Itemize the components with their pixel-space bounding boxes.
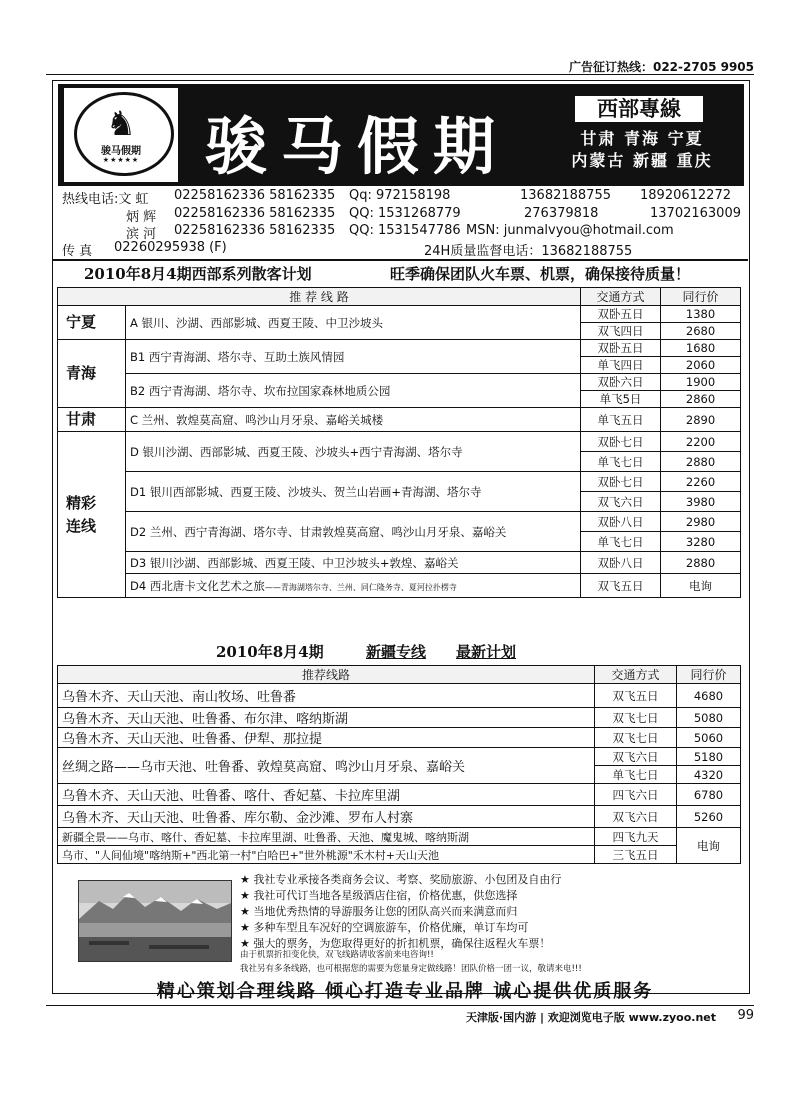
price: 5080 [677,708,741,728]
transport: 双飞七日 [595,728,677,748]
header-route: 推 荐 线 路 [58,288,581,306]
transport: 双飞四日 [581,323,661,340]
table-row [58,708,741,728]
page-number: 99 [737,1008,754,1023]
transport: 双飞五日 [595,684,677,708]
table-row [58,306,741,323]
xinjiang-title-prefix: 2010年8月4期 [216,643,324,661]
quality-hotline: 24H质量监督电话：13682188755 [424,244,633,259]
notes [240,948,582,976]
table-row [58,828,741,846]
note-text: 我社另有多条线路，也可根据您的需要为您量身定做线路！团队价格一团一议，敬请来电!!! [240,964,582,974]
table-header [58,288,741,306]
route-a: A 银川、沙湖、西部影城、西夏王陵、中卫沙坡头 [126,306,581,340]
transport: 双飞六日 [581,492,661,512]
price: 2200 [661,432,741,452]
price: 2890 [661,408,741,432]
fax-number: 02260295938 (F) [114,240,227,255]
price: 1900 [661,374,741,391]
table-row [58,846,741,864]
price: 1380 [661,306,741,323]
list-item [240,904,561,920]
line-name: 西部專線 [575,96,703,122]
transport: 双飞六日 [595,748,677,766]
table-row [58,748,741,766]
transport: 双卧八日 [581,512,661,532]
contact-mobile: 18920612272 [640,188,731,203]
note-text: 由于机票折扣变化快，双飞线路请收客前来电咨询!! [240,950,434,960]
transport: 三飞五日 [595,846,677,864]
route-d4-title: D4 西北唐卡文化艺术之旅 [130,578,265,593]
transport: 双卧七日 [581,432,661,452]
xj-route: 乌鲁木齐、天山天池、吐鲁番、喀什、香妃墓、卡拉库里湖 [58,784,595,806]
xj-route: 乌鲁木齐、天山天池、吐鲁番、伊犁、那拉提 [58,728,595,748]
route-b2: B2 西宁青海湖、塔尔寺、坎布拉国家森林地质公园 [126,374,581,408]
region-gansu: 甘肃 [58,408,126,432]
logo-stars: ★★★★★ [102,156,140,164]
price: 1680 [661,340,741,357]
star-icon: ★ [240,921,254,934]
list-item [240,920,561,936]
price: 2880 [661,452,741,472]
table-row [58,574,741,598]
brand-name: 骏马假期 [205,110,510,183]
top-divider [46,74,754,75]
contact-phones: 02258162336 58162335 [174,206,336,221]
table-row [58,784,741,806]
table-header [58,666,741,684]
table-row [58,408,741,432]
contact-label: 炳 辉 [126,210,157,225]
contact-label: 热线电话:文 虹 [62,192,149,207]
service-text: 我社专业承接各类商务会议、考察、奖励旅游、小包团及自由行 [253,873,562,886]
xinjiang-plan-table [57,665,741,864]
xj-route: 丝绸之路——乌市天池、吐鲁番、敦煌莫高窟、鸣沙山月牙泉、嘉峪关 [58,748,595,784]
price: 电询 [677,828,741,864]
price: 3980 [661,492,741,512]
xj-route: 乌市、"人间仙境"喀纳斯+"西北第一村"白哈巴+"世外桃源"禾木村+天山天池 [58,846,595,864]
contact-label: 滨 河 [126,227,157,242]
price: 电询 [661,574,741,598]
header-transport: 交通方式 [595,666,677,684]
header-transport: 交通方式 [581,288,661,306]
price: 4320 [677,766,741,784]
transport: 双卧五日 [581,306,661,323]
price: 2980 [661,512,741,532]
xj-route: 乌鲁木齐、天山天池、吐鲁番、布尔津、喀纳斯湖 [58,708,595,728]
transport: 单飞5日 [581,391,661,408]
transport: 单飞四日 [581,357,661,374]
transport: 双飞五日 [581,574,661,598]
xj-route: 乌鲁木齐、天山天池、南山牧场、吐鲁番 [58,684,595,708]
table-row [58,552,741,574]
route-d3: D3 银川沙湖、西部影城、西夏王陵、中卫沙坡头+敦煌、嘉峪关 [126,552,581,574]
contact-qq: QQ: 1531268779 [349,206,461,221]
table-row [58,472,741,492]
route-d4 [126,574,581,598]
west-title: 2010年8月4期西部系列散客计划 [84,265,312,283]
table-row [58,806,741,828]
star-icon: ★ [240,937,254,950]
route-d4-detail: ——青海湖塔尔寺、兰州、同仁隆务寺、夏河拉扑楞寺 [264,582,457,592]
xinjiang-title-suffix: 最新计划 [456,643,517,661]
route-c: C 兰州、敦煌莫高窟、鸣沙山月牙泉、嘉峪关城楼 [126,408,581,432]
ad-hotline: 广告征订热线：022-2705 9905 [568,60,754,74]
price: 2060 [661,357,741,374]
west-subtitle: 旺季确保团队火车票、机票，确保接待质量！ [390,265,691,283]
contact-row [62,240,752,258]
table-row [58,512,741,532]
route-d: D 银川沙湖、西部影城、西夏王陵、沙坡头+西宁青海湖、塔尔寺 [126,432,581,472]
contact-row [62,223,752,241]
contact-row [62,188,752,206]
transport: 单飞七日 [581,532,661,552]
list-item [240,888,561,904]
transport: 双卧六日 [581,374,661,391]
west-plan-table [57,287,741,598]
transport: 双卧七日 [581,472,661,492]
region-qinghai: 青海 [58,340,126,408]
price: 5260 [677,806,741,828]
list-item [240,872,561,888]
contact-qq: QQ: 1531547786 [349,223,461,238]
transport: 双卧八日 [581,552,661,574]
price: 2860 [661,391,741,408]
landscape-photo [78,880,232,962]
contact-mobile: 13702163009 [650,206,741,221]
price: 2680 [661,323,741,340]
route-b1: B1 西宁青海湖、塔尔寺、互助土族风情园 [126,340,581,374]
destinations-line-2: 内蒙古 新疆 重庆 [571,151,713,170]
footer-divider [46,1005,754,1006]
price: 6780 [677,784,741,806]
header-price: 同行价 [661,288,741,306]
price: 4680 [677,684,741,708]
xj-route: 新疆全景——乌市、喀什、香妃墓、卡拉库里湖、吐鲁番、天池、魔鬼城、喀纳斯湖 [58,828,595,846]
xinjiang-title-main: 新疆专线 [366,643,427,661]
horse-icon: ♞ [105,104,137,144]
transport: 单飞五日 [581,408,661,432]
price: 2880 [661,552,741,574]
price: 5180 [677,748,741,766]
contact-phones: 02258162336 58162335 [174,188,336,203]
star-icon: ★ [240,873,254,886]
price: 2260 [661,472,741,492]
contact-msn: MSN: junmalvyou@hotmail.com [466,223,674,238]
service-text: 当地优秀热情的导游服务让您的团队高兴而来满意而归 [253,905,518,918]
service-text: 我社可代订当地各星级酒店住宿，价格优惠，供您选择 [253,889,518,902]
table-row [58,728,741,748]
transport: 单飞七日 [595,766,677,784]
transport: 四飞六日 [595,784,677,806]
services-list [240,872,561,952]
xj-route: 乌鲁木齐、天山天池、吐鲁番、库尔勒、金沙滩、罗布人村寨 [58,806,595,828]
table-row [58,340,741,357]
price: 3280 [661,532,741,552]
divider [52,259,748,261]
footer-text: 天津版·国内游 | 欢迎浏览电子版 www.zyoo.net [465,1011,716,1024]
region-ningxia: 宁夏 [58,306,126,340]
region-jingcai: 精彩 连线 [58,432,126,598]
price: 5060 [677,728,741,748]
transport: 四飞九天 [595,828,677,846]
table-row [58,432,741,452]
route-d1: D1 银川西部影城、西夏王陵、沙坡头、贺兰山岩画+青海湖、塔尔寺 [126,472,581,512]
star-icon: ★ [240,905,254,918]
transport: 双飞七日 [595,708,677,728]
service-text: 强大的票务，为您取得更好的折扣机票，确保往返程火车票！ [253,937,551,950]
landscape-image [79,881,231,961]
transport: 双飞六日 [595,806,677,828]
service-text: 多种车型且车况好的空调旅游车，价格优廉，单订车均可 [253,921,529,934]
route-d2: D2 兰州、西宁青海湖、塔尔寺、甘肃敦煌莫高窟、鸣沙山月牙泉、嘉峪关 [126,512,581,552]
contact-row [62,206,752,224]
contact-qq: Qq: 972158198 [349,188,451,203]
header-route: 推荐线路 [58,666,595,684]
transport: 双卧五日 [581,340,661,357]
header-price: 同行价 [677,666,741,684]
table-row [58,684,741,708]
contact-mobile: 276379818 [524,206,599,221]
contact-mobile: 13682188755 [520,188,611,203]
contact-label: 传 真 [62,244,93,259]
slogan: 精心策划合理线路 倾心打造专业品牌 诚心提供优质服务 [156,981,654,1002]
star-icon: ★ [240,889,254,902]
table-row [58,374,741,391]
contact-phones: 02258162336 58162335 [174,223,336,238]
destinations-line-1: 甘肃 青海 宁夏 [580,129,704,148]
transport: 单飞七日 [581,452,661,472]
logo-text: 骏马假期 [101,146,141,157]
